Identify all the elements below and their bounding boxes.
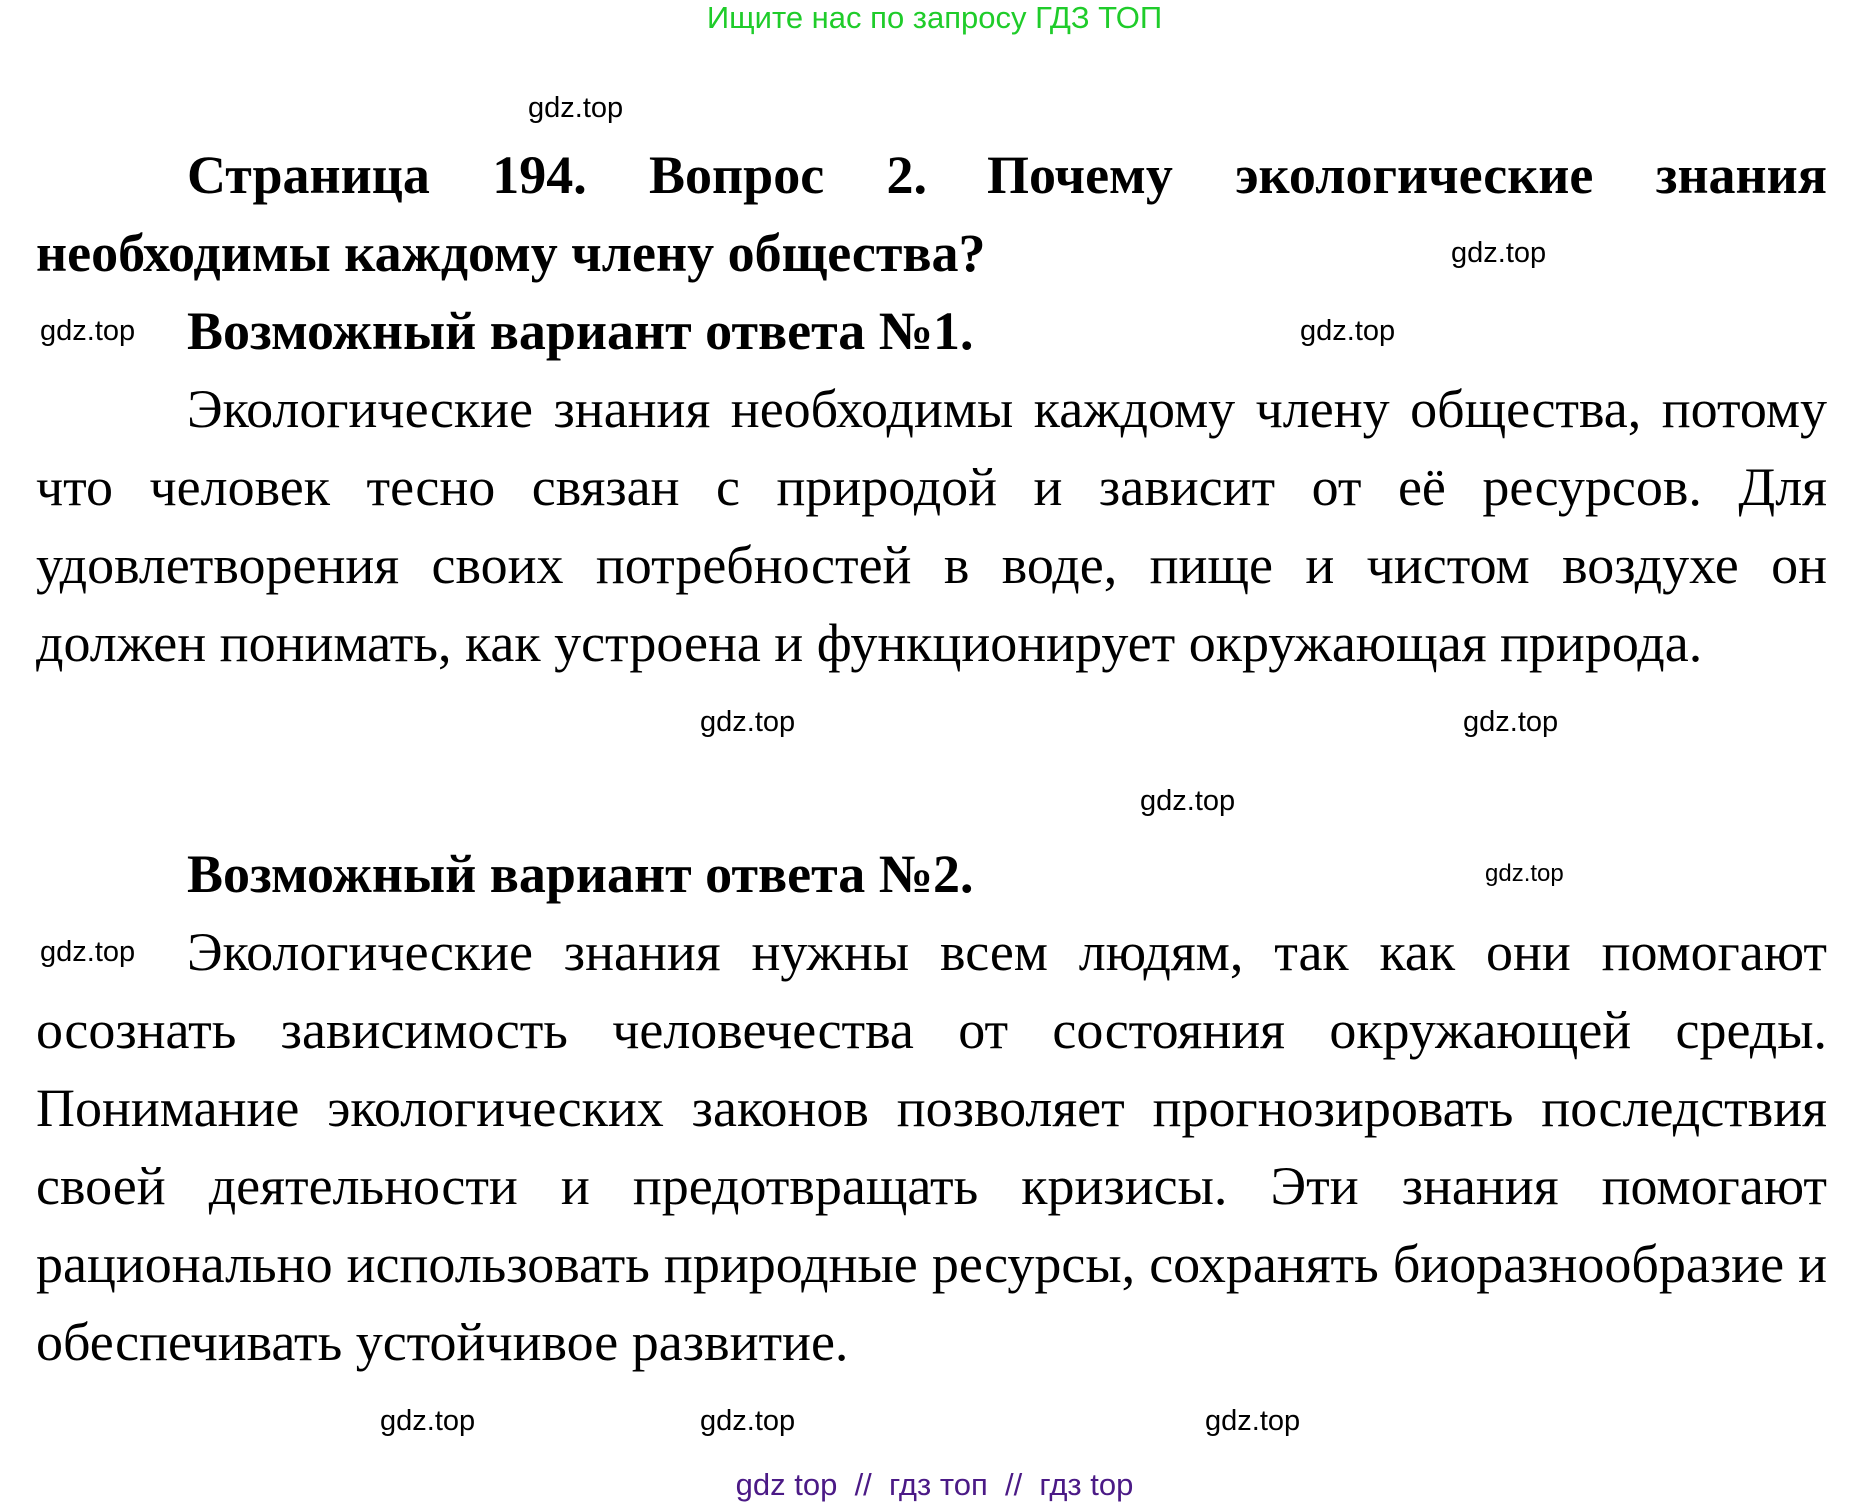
watermark: gdz.top bbox=[1140, 785, 1236, 817]
watermark: gdz.top bbox=[1485, 860, 1564, 887]
question-text: Почему экологические знания необходимы каждому члену общества? bbox=[36, 145, 1827, 283]
search-hint: Ищите нас по запросу ГДЗ ТОП bbox=[706, 0, 1163, 35]
watermark: gdz.top bbox=[528, 92, 624, 124]
answer-text: Экологические знания необходимы каждому члену общества, потому что человек тесно связан с природой и зависит от её ресурсов. Для удовлетворения своих потребностей в воде, пище и чистом воздухе он должен понимать, как устроена и функционирует окружающая природа. bbox=[36, 379, 1827, 673]
watermark: gdz.top bbox=[40, 315, 136, 347]
watermark: gdz.top bbox=[700, 1405, 796, 1437]
answer-text: Экологические знания нужны всем людям, так как они помогают осознать зависимость человечества от состояния окружающей среды. Понимание экологических законов позволяет прогнозировать последствия своей деятельности и предотвращать кризисы. Эти знания помогают рационально использовать природные ресурсы, сохранять биоразнообразие и обеспечивать устойчивое развитие. bbox=[36, 922, 1827, 1372]
watermark: gdz.top bbox=[1300, 315, 1396, 347]
footer-brand: gdz top // гдз топ // гдз top bbox=[735, 1467, 1134, 1502]
answer-section-1 bbox=[36, 136, 1827, 682]
watermark: gdz.top bbox=[1451, 237, 1547, 269]
question-title bbox=[36, 136, 1827, 292]
answer-heading: Возможный вариант ответа №2. bbox=[187, 844, 974, 904]
watermark: gdz.top bbox=[1463, 706, 1559, 738]
question-label: Страница 194. Вопрос 2. bbox=[187, 145, 928, 205]
watermark: gdz.top bbox=[40, 936, 136, 968]
answer-section-2 bbox=[36, 835, 1827, 1381]
watermark: gdz.top bbox=[700, 706, 796, 738]
watermark: gdz.top bbox=[380, 1405, 476, 1437]
answer-heading: Возможный вариант ответа №1. bbox=[187, 301, 974, 361]
watermark: gdz.top bbox=[1205, 1405, 1301, 1437]
